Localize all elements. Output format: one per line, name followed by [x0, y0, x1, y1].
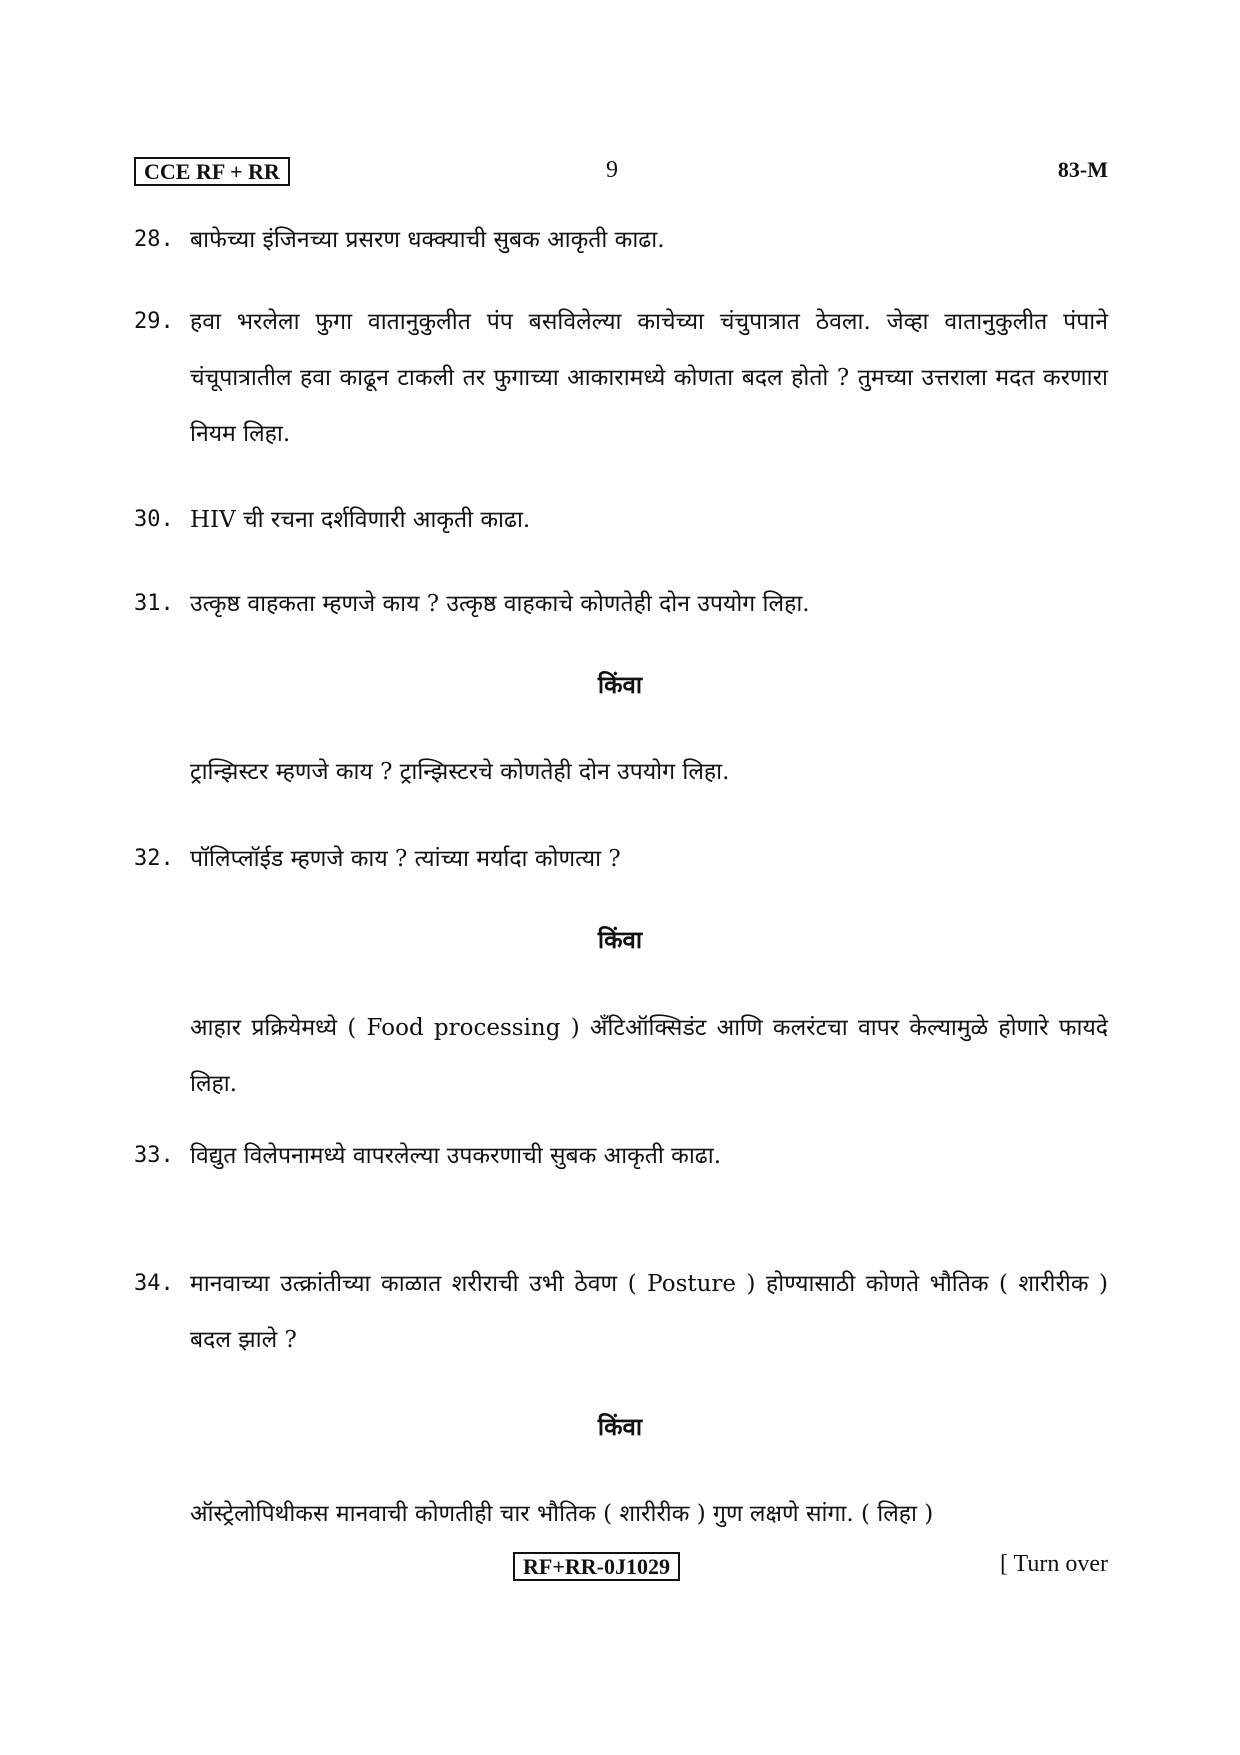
page-number: 9: [606, 157, 618, 183]
paper-code-left: CCE RF + RR: [134, 157, 290, 186]
question-29: [134, 294, 1108, 462]
or-label-31: किंवा: [597, 670, 643, 699]
question-text: पॉलिप्लॉईड म्हणजे काय ? त्यांच्या मर्यादा कोणत्या ?: [190, 846, 621, 872]
question-32: [134, 831, 1108, 887]
question-28: [134, 212, 1108, 268]
or-label-32: किंवा: [597, 925, 643, 954]
question-text: उत्कृष्ठ वाहकता म्हणजे काय ? उत्कृष्ठ वाहकाचे कोणतेही दोन उपयोग लिहा.: [190, 591, 810, 617]
question-number: 29.: [134, 309, 174, 334]
question-34: [134, 1256, 1108, 1368]
alternative-32: आहार प्रक्रियेमध्ये ( Food processing ) अँटिऑक्सिडंट आणि कलरंटचा वापर केल्यामुळे होणारे फायदे लिहा.: [190, 1015, 1108, 1097]
question-33: [134, 1128, 1108, 1184]
question-text: हवा भरलेला फुगा वातानुकुलीत पंप बसविलेल्या काचेच्या चंचुपात्रात ठेवला. जेव्हा वातानुकुलीत पंपाने चंचूपात्रातील हवा काढून टाकली तर फुगाच्या आकारामध्ये कोणता बदल होतो ? तुमच्या उत्तराला मदत करणारा नियम लिहा.: [190, 309, 1108, 447]
question-number: 33.: [134, 1143, 174, 1168]
question-number: 30.: [134, 507, 174, 532]
alternative-31: ट्रान्झिस्टर म्हणजे काय ? ट्रान्झिस्टरचे कोणतेही दोन उपयोग लिहा.: [190, 759, 730, 785]
page-header: [134, 157, 1108, 187]
question-text: मानवाच्या उत्क्रांतीच्या काळात शरीराची उभी ठेवण ( Posture ) होण्यासाठी कोणते भौतिक ( शारीरीक ) बदल झाले ?: [190, 1271, 1108, 1353]
turn-over-note: [ Turn over: [999, 1551, 1108, 1577]
question-number: 28.: [134, 227, 174, 252]
question-31: [134, 576, 1108, 632]
question-text: HIV ची रचना दर्शविणारी आकृती काढा.: [190, 507, 531, 533]
question-number: 31.: [134, 591, 174, 616]
footer-paper-code: RF+RR-0J1029: [513, 1552, 680, 1581]
question-text: विद्युत विलेपनामध्ये वापरलेल्या उपकरणाची सुबक आकृती काढा.: [190, 1143, 722, 1169]
question-number: 34.: [134, 1271, 174, 1296]
alternative-34: ऑस्ट्रेलोपिथीकस मानवाची कोणतीही चार भौतिक ( शारीरीक ) गुण लक्षणे सांगा. ( लिहा ): [190, 1501, 934, 1527]
question-number: 32.: [134, 846, 174, 871]
paper-code-right: 83-M: [1057, 157, 1108, 182]
or-label-34: किंवा: [597, 1412, 643, 1441]
question-text: बाफेच्या इंजिनच्या प्रसरण धक्क्याची सुबक आकृती काढा.: [190, 227, 665, 253]
question-30: [134, 492, 1108, 548]
